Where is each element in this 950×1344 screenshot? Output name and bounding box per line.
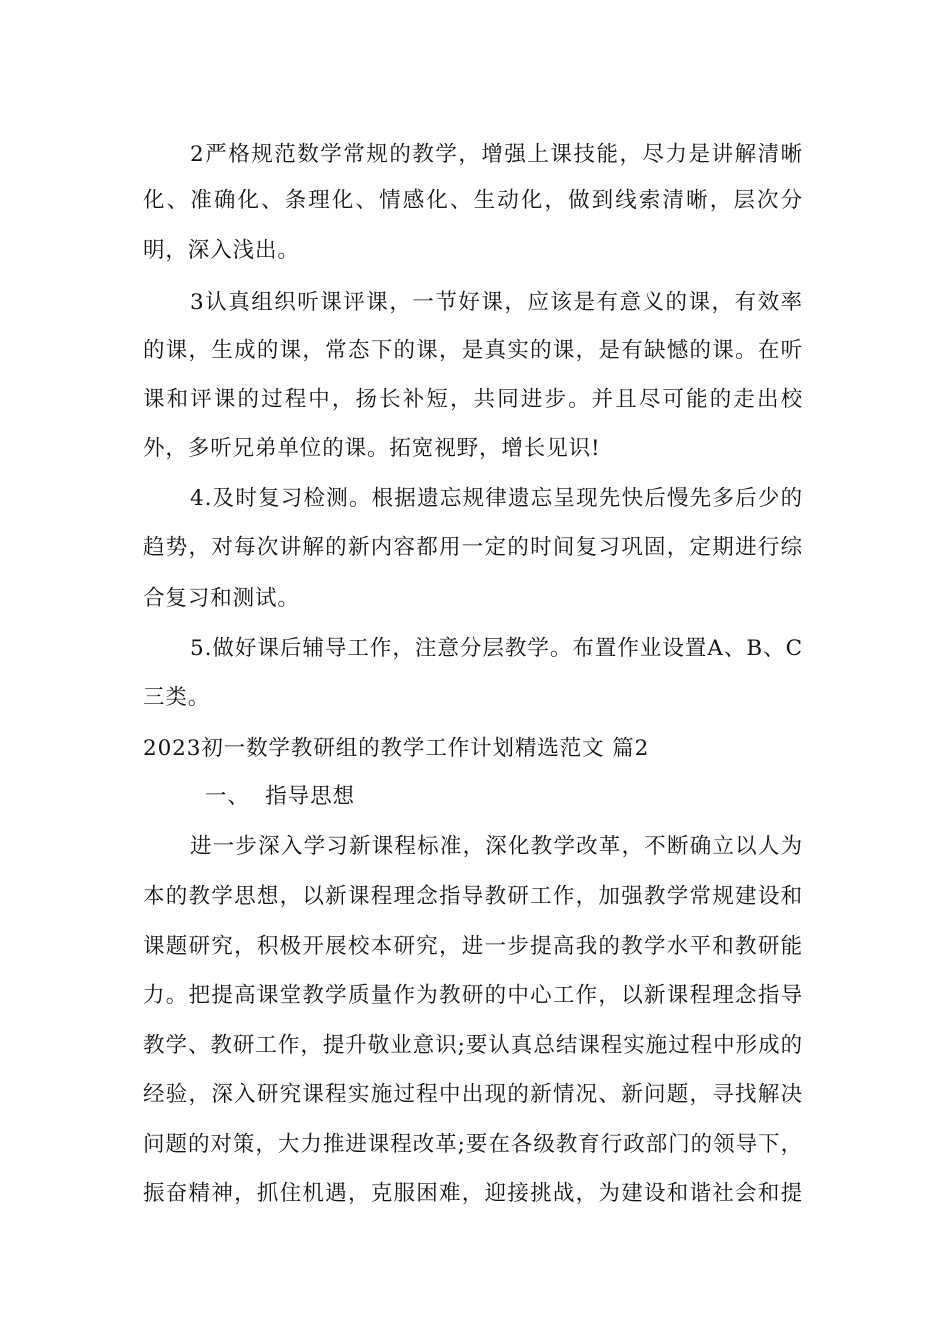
body-line-6: 经验，深入研究课程实施过程中出现的新情况、新问题，寻找解决 xyxy=(143,1082,803,1107)
paragraph-5-line-1: 5.做好课后辅导工作，注意分层教学。布置作业设置A、B、C xyxy=(190,636,803,661)
paragraph-3-line-3: 课和评课的过程中，扬长补短，共同进步。并且尽可能的走出校 xyxy=(143,387,803,412)
paragraph-5-line-2: 三类。 xyxy=(143,685,211,710)
paragraph-3-line-4: 外，多听兄弟单位的课。拓宽视野，增长见识! xyxy=(143,436,601,461)
paragraph-2-line-3: 明，深入浅出。 xyxy=(143,238,300,263)
paragraph-4-line-2: 趋势，对每次讲解的新内容都用一定的时间复习巩固，定期进行综 xyxy=(143,535,803,560)
paragraph-2-line-1: 2严格规范数学常规的教学，增强上课技能，尽力是讲解清晰 xyxy=(190,142,803,167)
body-line-4: 力。把提高课堂教学质量作为教研的中心工作，以新课程理念指导 xyxy=(143,983,803,1008)
body-line-8: 振奋精神，抓住机遇，克服困难，迎接挑战，为建设和谐社会和提 xyxy=(143,1181,803,1206)
paragraph-2-line-2: 化、准确化、条理化、情感化、生动化，做到线索清晰，层次分 xyxy=(143,188,803,213)
body-line-2: 本的教学思想，以新课程理念指导教研工作，加强教学常规建设和 xyxy=(143,884,803,909)
body-line-5: 教学、教研工作，提升敬业意识;要认真总结课程实施过程中形成的 xyxy=(143,1033,803,1058)
body-line-1: 进一步深入学习新课程标准，深化教学改革，不断确立以人为 xyxy=(190,834,803,859)
section-title: 2023初一数学教研组的教学工作计划精选范文 篇2 xyxy=(143,736,650,761)
paragraph-4-line-3: 合复习和测试。 xyxy=(143,586,300,611)
body-line-7: 问题的对策，大力推进课程改革;要在各级教育行政部门的领导下， xyxy=(143,1132,803,1157)
paragraph-3-line-1: 3认真组织听课评课，一节好课，应该是有意义的课，有效率 xyxy=(190,290,803,315)
body-line-3: 课题研究，积极开展校本研究，进一步提高我的教学水平和教研能 xyxy=(143,934,803,959)
subheading-guiding-ideology: 一、 指导思想 xyxy=(205,784,355,809)
paragraph-3-line-2: 的课，生成的课，常态下的课，是真实的课，是有缺憾的课。在听 xyxy=(143,338,803,363)
paragraph-4-line-1: 4.及时复习检测。根据遗忘规律遗忘呈现先快后慢先多后少的 xyxy=(190,486,803,511)
